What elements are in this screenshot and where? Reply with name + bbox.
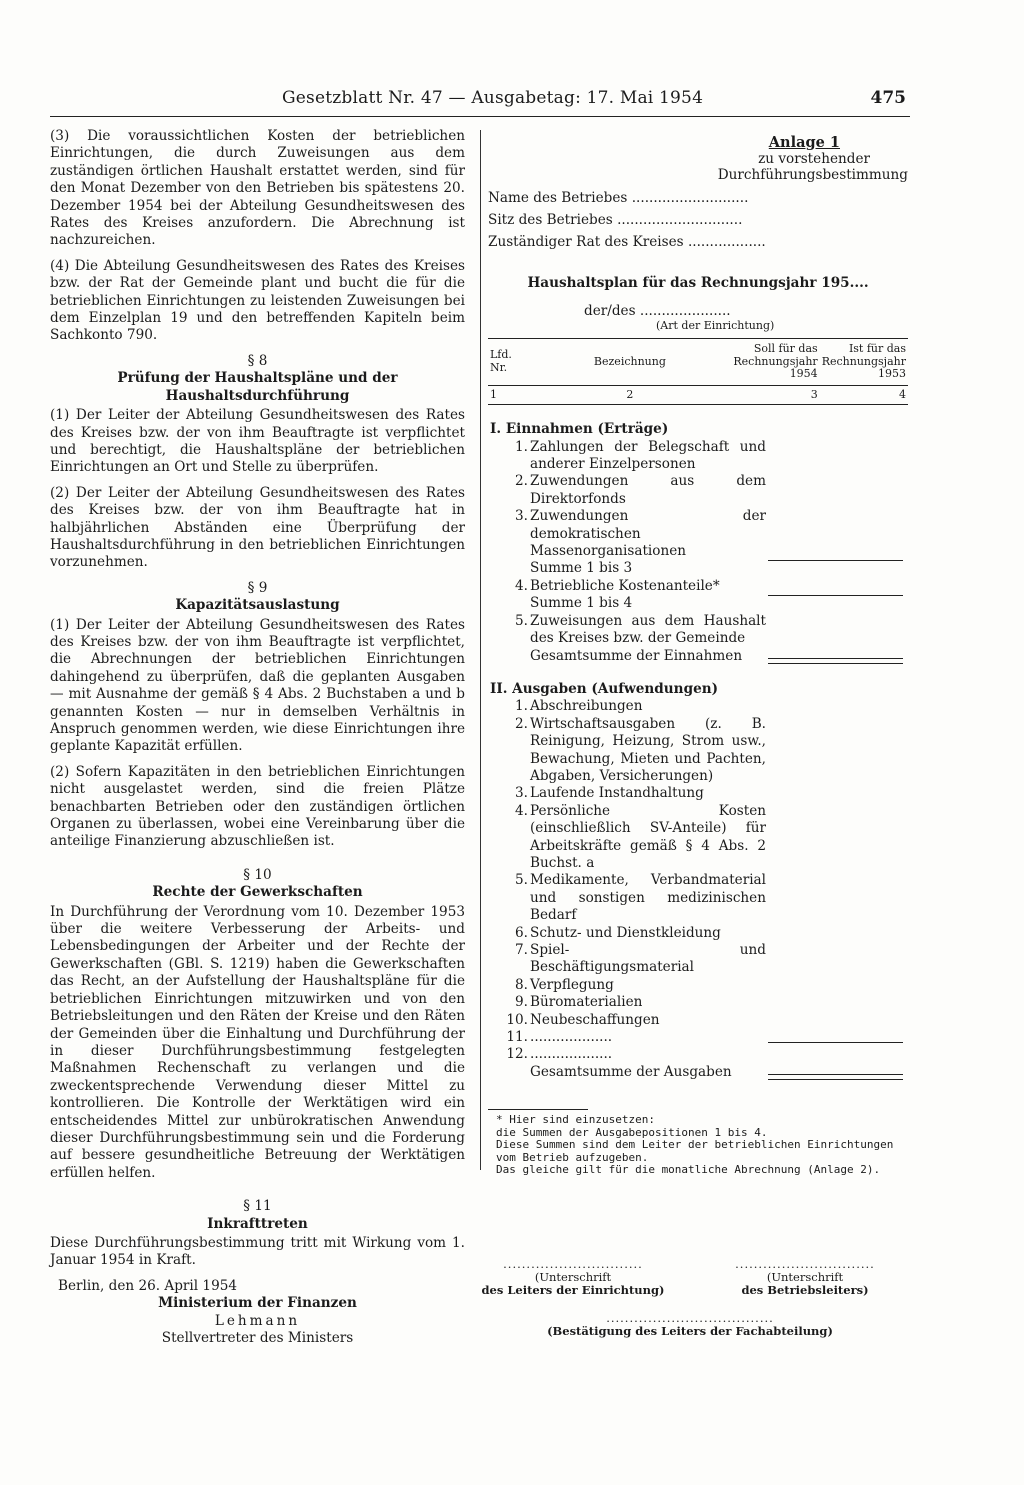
field-district-council: Zuständiger Rat des Kreises .................. bbox=[488, 234, 766, 251]
page-header bbox=[50, 86, 910, 117]
footnote-line-2: die Summen der Ausgabepositionen 1 bis 4. bbox=[496, 1125, 768, 1139]
item-text: Medikamente, Verbandmaterial und sonstigen medizinischen Bedarf bbox=[530, 872, 766, 924]
item-text: ................... bbox=[530, 1029, 613, 1046]
item-text: Schutz- und Dienstkleidung bbox=[530, 924, 721, 941]
list-item bbox=[488, 1029, 766, 1046]
footnote-line-1: * Hier sind einzusetzen: bbox=[496, 1113, 655, 1127]
column-divider bbox=[480, 130, 481, 1170]
income-total-row bbox=[488, 648, 908, 665]
section-9-title: Kapazitätsauslastung bbox=[175, 597, 340, 614]
list-item bbox=[488, 925, 766, 942]
place-date: Berlin, den 26. April 1954 bbox=[58, 1277, 238, 1294]
section-10-number: § 10 bbox=[243, 866, 272, 883]
subtotal-label: Summe 1 bis 3 bbox=[530, 560, 633, 577]
field-company-seat: Sitz des Betriebes ............................. bbox=[488, 212, 743, 229]
form-fields bbox=[488, 187, 908, 253]
institution-line: der/des ..................... bbox=[584, 302, 731, 319]
signature-line: .............................. bbox=[735, 1257, 875, 1271]
item-text: Persönliche Kosten (einschließlich SV-Anteile) für Arbeitskräfte gemäß § 4 Abs. 2 Buchst. a bbox=[530, 802, 766, 871]
subtotal-rule bbox=[768, 560, 903, 561]
list-item bbox=[488, 439, 766, 474]
budget-table bbox=[488, 338, 908, 405]
item-number: 2. bbox=[515, 715, 528, 732]
col-header-actual: Ist für das Rechnungsjahr 1953 bbox=[820, 339, 908, 386]
page-number: 475 bbox=[870, 88, 906, 108]
item-text: Betriebliche Kostenanteile* bbox=[530, 577, 720, 594]
left-column bbox=[50, 128, 465, 1347]
signature-company-head bbox=[710, 1258, 900, 1297]
total-double-rule bbox=[768, 1074, 903, 1080]
running-title: Gesetzblatt Nr. 47 — Ausgabetag: 17. Mai 1954 bbox=[282, 88, 704, 108]
expense-heading: II. Ausgaben (Aufwendungen) bbox=[490, 680, 719, 697]
list-item bbox=[488, 872, 766, 924]
expense-total-label: Gesamtsumme der Ausgaben bbox=[530, 1063, 732, 1080]
item-number: 4. bbox=[515, 577, 528, 594]
signature-caption-2: des Leiters der Einrichtung) bbox=[481, 1283, 665, 1297]
list-item bbox=[488, 716, 766, 786]
section-8-para-2: (2) Der Leiter der Abteilung Gesundheitswesen des Rates des Kreises bzw. der von ihm Beauftragte hat in halbjährlichen Abständen eine Überprüfung der Haushaltsdurchführung in den betrieblichen Einrichtungen vorzunehmen. bbox=[50, 484, 465, 571]
signature-caption-1: (Unterschrift bbox=[534, 1270, 612, 1284]
col-number-1: 1 bbox=[488, 385, 528, 405]
subtotal-rule bbox=[768, 595, 903, 596]
annex-title: Anlage 1 bbox=[768, 134, 840, 151]
item-text: Laufende Instandhaltung bbox=[530, 785, 704, 802]
item-text: Wirtschaftsausgaben (z. B. Reinigung, Heizung, Strom usw., Bewachung, Mieten und Pachten, Abgaben, Versicherungen) bbox=[530, 715, 766, 784]
item-text: Neubeschaffungen bbox=[530, 1011, 660, 1028]
annex-subtitle-2: Durchführungsbestimmung bbox=[717, 167, 908, 184]
item-text: Zuweisungen aus dem Haushalt des Kreises bzw. der Gemeinde bbox=[530, 612, 766, 647]
institution-type-caption: (Art der Einrichtung) bbox=[656, 319, 775, 333]
item-text: Zahlungen der Belegschaft und anderer Einzelpersonen bbox=[530, 438, 766, 473]
section-10-para-1: In Durchführung der Verordnung vom 10. Dezember 1953 über die weitere Verbesserung der Arbeits- und Lebensbedingungen der Arbeiter und der Rechte der Gewerkschaften (GBl. S. 1219) haben die Gewerkschaften das Recht, an der Aufstellung der Haushaltspläne für die betrieblichen Einrichtungen mitzuwirken und von den Betriebsleitungen und den Räten der Kreise und den Räten der Gemeinden über die Einhaltung und Durchführung der in dieser Durchführungsbestimmung festgelegten Maßnahmen Rechenschaft zu verlangen und die zweckentsprechende Verwendung dieser Mittel zu kontrollieren. Die Kontrolle der Werktätigen wird ein entscheidendes Mittel zur unbürokratischen Anwendung dieser Durchführungsbestimmung sein und die Forderung auf bessere gesundheitliche Betreuung der Werktätigen erfüllen helfen. bbox=[50, 903, 465, 1181]
item-number: 4. bbox=[515, 802, 528, 819]
item-number: 10. bbox=[506, 1011, 528, 1028]
item-text: Verpflegung bbox=[530, 976, 614, 993]
item-text: ................... bbox=[530, 1046, 613, 1063]
signature-caption-2: des Betriebsleiters) bbox=[741, 1283, 869, 1297]
section-11-number: § 11 bbox=[243, 1198, 272, 1215]
budget-plan-title: Haushaltsplan für das Rechnungsjahr 195.... bbox=[527, 275, 869, 292]
section-9-para-1: (1) Der Leiter der Abteilung Gesundheitswesen des Rates des Kreises bzw. der von ihm Beauftragte ist verpflichtet, die Abrechnungen der betrieblichen Einrichtungen dahingehend zu überprüfen, daß die geplanten Ausgaben — mit Ausnahme der gemäß § 4 Abs. 2 Buchstaben a und b genannten Kosten — nur in demselben Verhältnis in Anspruch genommen werden, wie diese Einrichtungen ihre geplante Kapazität erfüllen. bbox=[50, 616, 465, 755]
item-number: 6. bbox=[515, 924, 528, 941]
list-item bbox=[488, 1012, 766, 1029]
item-number: 1. bbox=[515, 698, 528, 715]
section-9-number: § 9 bbox=[247, 579, 268, 596]
list-item bbox=[488, 785, 766, 802]
list-item bbox=[488, 994, 766, 1011]
item-text: Spiel- und Beschäftigungsmaterial bbox=[530, 942, 766, 976]
item-text: Zuwendungen aus dem Direktorfonds bbox=[530, 473, 766, 507]
list-item bbox=[488, 942, 766, 977]
footnote-line-4: Das gleiche gilt für die monatliche Abrechnung (Anlage 2). bbox=[496, 1163, 881, 1177]
right-column bbox=[488, 128, 908, 1177]
item-text: Zuwendungen der demokratischen Massenorganisationen bbox=[530, 508, 766, 560]
subtotal-label: Summe 1 bis 4 bbox=[530, 595, 633, 612]
signature-department-head bbox=[540, 1312, 840, 1338]
income-list bbox=[488, 439, 908, 648]
list-item bbox=[488, 473, 766, 508]
col-header-nr: Lfd. Nr. bbox=[488, 339, 528, 386]
item-number: 12. bbox=[506, 1046, 528, 1063]
table-number-row bbox=[488, 385, 908, 405]
income-heading: I. Einnahmen (Erträge) bbox=[490, 421, 669, 438]
col-header-plan: Soll für das Rechnungsjahr 1954 bbox=[731, 339, 819, 386]
list-item bbox=[488, 698, 766, 715]
item-number: 8. bbox=[515, 976, 528, 993]
section-8-number: § 8 bbox=[247, 352, 268, 369]
col-header-name: Bezeichnung bbox=[528, 339, 731, 386]
list-item bbox=[488, 977, 766, 994]
signer-name: Lehmann bbox=[214, 1312, 301, 1329]
item-number: 2. bbox=[515, 473, 528, 490]
signature-line: .............................. bbox=[503, 1257, 643, 1271]
list-item bbox=[488, 508, 766, 578]
signature-institution-head bbox=[478, 1258, 668, 1297]
total-double-rule bbox=[768, 658, 903, 664]
section-8-para-1: (1) Der Leiter der Abteilung Gesundheitswesen des Rates des Kreises bzw. der von ihm Beauftragte ist verpflichtet und berechtigt, die Haushaltspläne der betrieblichen Einrichtungen an Ort und Stelle zu überprüfen. bbox=[50, 407, 465, 476]
item-number: 9. bbox=[515, 994, 528, 1011]
item-number: 5. bbox=[515, 872, 528, 889]
expense-list bbox=[488, 698, 908, 1064]
signature-line: .................................... bbox=[606, 1311, 774, 1325]
list-item bbox=[488, 803, 766, 873]
annex-subtitle-1: zu vorstehender bbox=[758, 151, 870, 168]
section-11-para-1: Diese Durchführungsbestimmung tritt mit Wirkung vom 1. Januar 1954 in Kraft. bbox=[50, 1234, 465, 1269]
section-11-title: Inkrafttreten bbox=[207, 1215, 308, 1232]
item-text: Abschreibungen bbox=[530, 698, 643, 715]
signature-caption: (Bestätigung des Leiters der Fachabteilung) bbox=[547, 1324, 833, 1338]
list-item bbox=[488, 578, 766, 613]
signer-role: Stellvertreter des Ministers bbox=[161, 1330, 354, 1346]
list-item bbox=[488, 1046, 766, 1063]
table-header-row bbox=[488, 339, 908, 386]
item-number: 1. bbox=[515, 438, 528, 455]
subtotal-rule bbox=[768, 1042, 903, 1043]
col-number-2: 2 bbox=[528, 385, 731, 405]
section-10-title: Rechte der Gewerkschaften bbox=[152, 884, 363, 901]
list-item bbox=[488, 613, 766, 648]
field-company-name: Name des Betriebes ........................... bbox=[488, 190, 749, 207]
item-number: 3. bbox=[515, 508, 528, 525]
item-text: Büromaterialien bbox=[530, 994, 643, 1011]
paragraph-4: (4) Die Abteilung Gesundheitswesen des Rates des Kreises bzw. der Rat der Gemeinde plant und bucht die für die betrieblichen Einrichtungen zu leistenden Zuweisungen bei dem Einzelplan 19 und den betreffenden Kapiteln beim Sachkonto 790. bbox=[50, 257, 465, 344]
paragraph-3: (3) Die voraussichtlichen Kosten der betrieblichen Einrichtungen, die durch Zuweisungen aus dem zuständigen örtlichen Haushalt erstattet werden, sind für den Monat Dezember von den Betrieben bis spätestens 20. Dezember 1954 bei der Abteilung Gesundheitswesen des Rates des Kreises anzufordern. Die Abrechnung ist nachzureichen. bbox=[50, 128, 465, 249]
signature-caption-1: (Unterschrift bbox=[766, 1270, 844, 1284]
item-number: 5. bbox=[515, 612, 528, 629]
section-8-title: Prüfung der Haushaltspläne und der Haushaltsdurchführung bbox=[117, 370, 398, 404]
section-9-para-2: (2) Sofern Kapazitäten in den betrieblichen Einrichtungen nicht ausgelastet werden, sind die freien Plätze benachbarten Betrieben oder den zuständigen örtlichen Organen zu überlassen, wobei eine Vereinbarung über die anteilige Finanzierung abzuschließen ist. bbox=[50, 763, 465, 850]
item-number: 11. bbox=[506, 1029, 528, 1046]
income-total-label: Gesamtsumme der Einnahmen bbox=[530, 647, 743, 664]
footnote-line-3: Diese Summen sind dem Leiter der betrieblichen Einrichtungen vom Betrieb aufzugeben. bbox=[496, 1138, 894, 1164]
ministry-name: Ministerium der Finanzen bbox=[158, 1295, 357, 1312]
col-number-4: 4 bbox=[820, 385, 908, 405]
expense-total-row bbox=[488, 1064, 908, 1081]
col-number-3: 3 bbox=[731, 385, 819, 405]
item-number: 3. bbox=[515, 785, 528, 802]
item-number: 7. bbox=[515, 942, 528, 958]
